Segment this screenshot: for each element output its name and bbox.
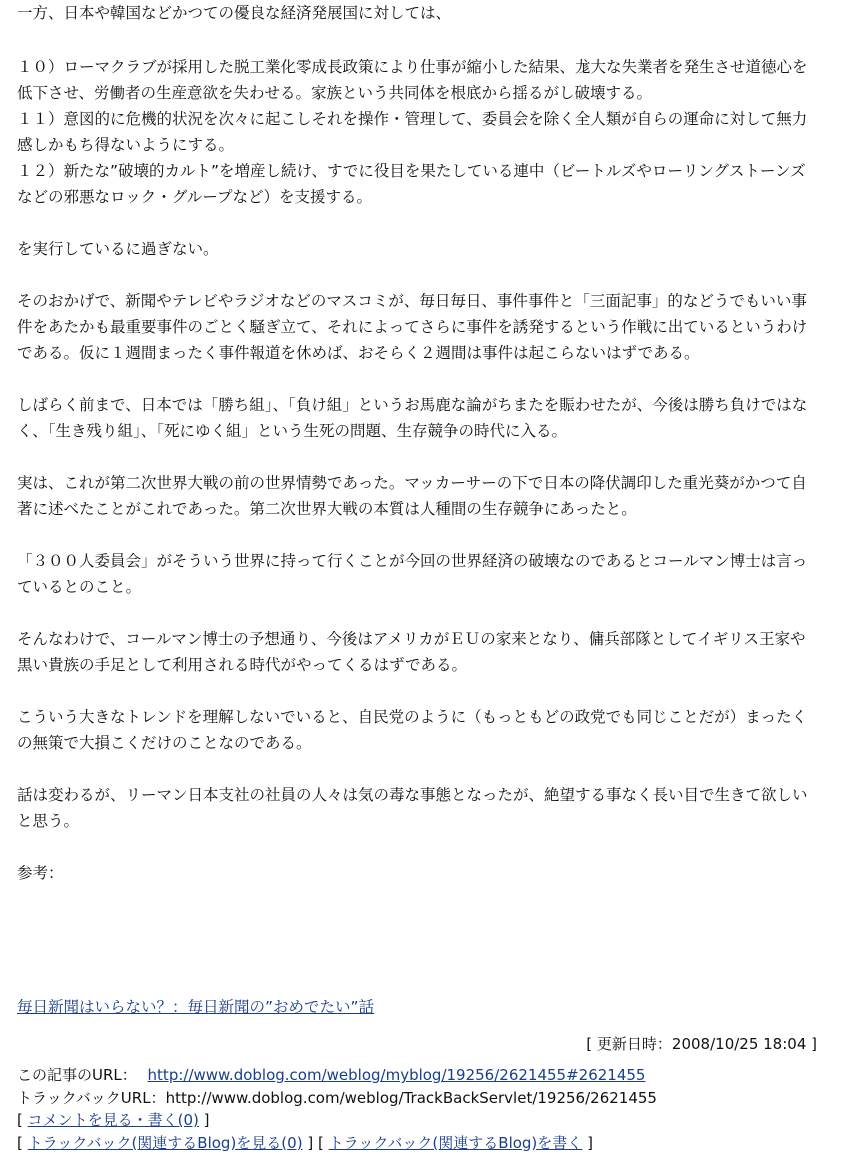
trackback-url-value: http://www.doblog.com/weblog/TrackBackServlet/19256/2621455 bbox=[165, 1088, 657, 1107]
reference-label: 参考： bbox=[17, 864, 64, 882]
related-article-link[interactable]: 毎日新聞はいらない？：毎日新聞の”おめでたい”話 bbox=[17, 998, 375, 1016]
paragraph-eu: そんなわけで、コールマン博士の予想通り、今後はアメリカがＥＵの家来となり、傭兵部隊としてイギリス王家や黒い貴族の手足として利用される時代がやってくるはずである。 bbox=[17, 630, 806, 674]
spacer bbox=[17, 600, 817, 626]
paragraph-winners: しばらく前まで、日本では「勝ち組」、「負け組」というお馬鹿な論がちまたを賑わせたが、今後は勝ち負けではなく、「生き残り組」、「死にゆく組」という生死の問題、生存競争の時代に入る。 bbox=[17, 396, 808, 440]
spacer bbox=[17, 678, 817, 704]
paragraph-ww2: 実は、これが第二次世界大戦の前の世界情勢であった。マッカーサーの下で日本の降伏調印した重光葵がかつて自著に述べたことがこれであった。第二次世界大戦の本質は人種間の生存競争にあったと。 bbox=[17, 474, 807, 518]
trackback-url-label: トラックバックURL： bbox=[17, 1088, 166, 1107]
bracket-open: [ bbox=[17, 1133, 23, 1152]
permalink-label: この記事のURL： bbox=[17, 1066, 137, 1084]
comments-row bbox=[17, 1109, 657, 1132]
list-item-12: １２）新たな”破壊的カルト”を増産し続け、すでに役目を果たしている連中（ビートルズやローリングストーンズなどの邪悪なロック・グループなど）を支援する。 bbox=[17, 162, 806, 206]
trackback-url-row bbox=[17, 1087, 657, 1110]
bracket-close: ] bbox=[587, 1133, 593, 1152]
article-body bbox=[17, 0, 817, 886]
trackback-links-row bbox=[17, 1132, 657, 1155]
permalink-row bbox=[17, 1064, 657, 1087]
spacer bbox=[17, 262, 817, 288]
spacer bbox=[17, 210, 817, 236]
bracket-open: [ bbox=[317, 1133, 324, 1152]
trackback-view-link[interactable]: トラックバック(関連するBlog)を見る(0) bbox=[27, 1133, 303, 1152]
bracket-close: ] bbox=[307, 1133, 314, 1152]
list-item-11: １１）意図的に危機的状況を次々に起こしそれを操作・管理して、委員会を除く全人類が自らの運命に対して無力感しかもち得ないようにする。 bbox=[17, 110, 808, 154]
intro-paragraph: 一方、日本や韓国などかつての優良な経済発展国に対しては、 bbox=[17, 4, 452, 22]
spacer bbox=[17, 756, 817, 782]
paragraph-execute: を実行しているに過ぎない。 bbox=[17, 240, 219, 258]
paragraph-trend: こういう大きなトレンドを理解しないでいると、自民党のように（もっともどの政党でも同じことだが）まったくの無策で大損こくだけのことなのである。 bbox=[17, 708, 808, 752]
paragraph-lehman: 話は変わるが、リーマン日本支社の社員の人々は気の毒な事態となったが、絶望する事なく長い目で生きて欲しいと思う。 bbox=[17, 786, 808, 830]
paragraph-300-committee: 「３００人委員会」がそういう世界に持って行くことが今回の世界経済の破壊なのであるとコールマン博士は言っているとのこと。 bbox=[17, 552, 808, 596]
permalink-link[interactable]: http://www.doblog.com/weblog/myblog/19256/2621455#2621455 bbox=[147, 1066, 646, 1084]
spacer bbox=[17, 522, 817, 548]
spacer bbox=[17, 444, 817, 470]
spacer bbox=[17, 366, 817, 392]
spacer bbox=[17, 834, 817, 860]
article-meta bbox=[17, 1064, 657, 1154]
bracket-open: [ bbox=[17, 1111, 23, 1129]
spacer bbox=[17, 26, 817, 54]
bracket-close: ] bbox=[203, 1111, 210, 1129]
updated-timestamp: [ 更新日時：2008/10/25 18:04 ] bbox=[586, 1035, 817, 1053]
trackback-write-link[interactable]: トラックバック(関連するBlog)を書く bbox=[328, 1133, 583, 1152]
list-item-10: １０）ローマクラブが採用した脱工業化零成長政策により仕事が縮小した結果、尨大な失業者を発生させ道徳心を低下させ、労働者の生産意欲を失わせる。家族という共同体を根底から揺るがし破壊する。 bbox=[17, 58, 808, 102]
comments-link[interactable]: コメントを見る・書く(0) bbox=[27, 1111, 199, 1129]
paragraph-media: そのおかげで、新聞やテレビやラジオなどのマスコミが、毎日毎日、事件事件と「三面記事」的などうでもいい事件をあたかも最重要事件のごとく騒ぎ立て、それによってさらに事件を誘発するという作戦に出ているというわけである。仮に１週間まったく事件報道を休めば、おそらく２週間は事件は起こらないはずである。 bbox=[17, 292, 808, 362]
